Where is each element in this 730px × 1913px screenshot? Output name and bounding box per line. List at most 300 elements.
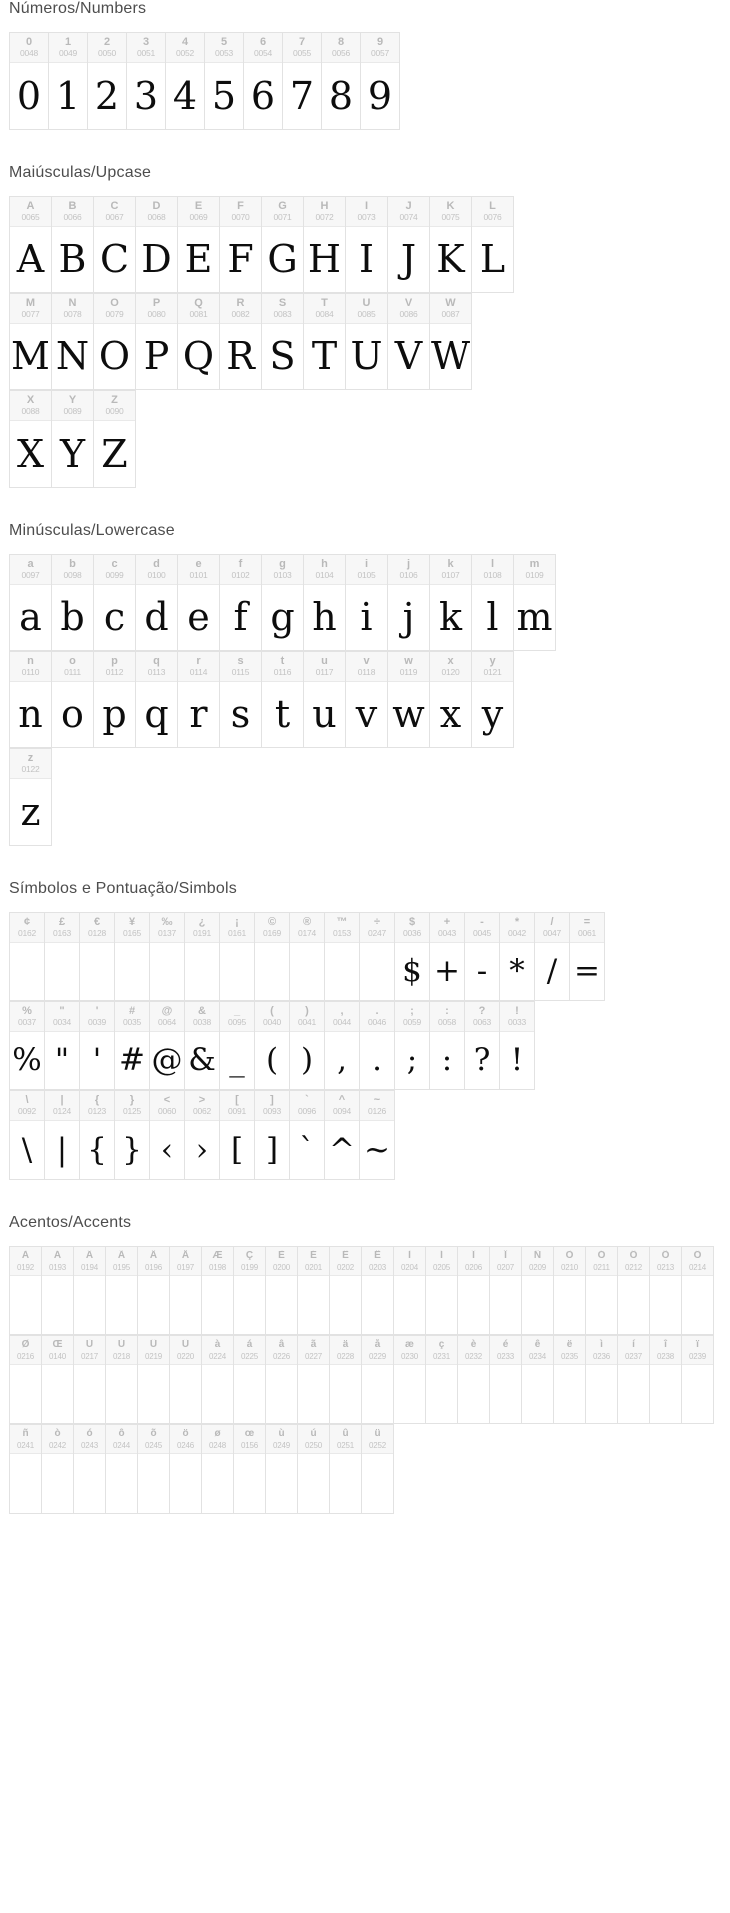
glyph-cell[interactable] [394, 1247, 426, 1335]
glyph-cell[interactable] [266, 1336, 298, 1424]
glyph-preview: a [19, 595, 42, 640]
glyph-cell-header [10, 1247, 41, 1276]
glyph-char-label: ã [310, 1339, 317, 1350]
glyph-cell[interactable] [262, 294, 304, 390]
glyph-char-label: ? [478, 1005, 486, 1017]
glyph-code-label: 0119 [399, 667, 418, 677]
glyph-char-label: è [470, 1339, 477, 1350]
glyph-cell[interactable] [10, 555, 52, 651]
glyph-cell[interactable] [362, 1425, 394, 1513]
glyph-cell[interactable] [330, 1425, 362, 1513]
glyph-code-label: 0202 [337, 1263, 354, 1272]
glyph-cell[interactable] [220, 294, 262, 390]
glyph-char-label: Ú [117, 1339, 126, 1350]
glyph-cell-header [290, 1002, 324, 1032]
glyph-cell[interactable] [490, 1247, 522, 1335]
glyph-cell[interactable] [465, 1002, 500, 1090]
glyph-code-label: 0096 [297, 1106, 317, 1116]
glyph-cell[interactable] [266, 1425, 298, 1513]
glyph-cell[interactable] [234, 1336, 266, 1424]
glyph-code-label: 0094 [332, 1106, 352, 1116]
glyph-cell[interactable] [127, 33, 166, 129]
glyph-cell[interactable] [554, 1336, 586, 1424]
glyph-cell[interactable] [115, 913, 150, 1001]
glyph-code-label: 0213 [657, 1263, 674, 1272]
glyph-cell[interactable] [330, 1247, 362, 1335]
glyph-cell[interactable] [170, 1425, 202, 1513]
glyph-cell[interactable] [52, 391, 94, 487]
glyph-cell-header [166, 33, 204, 63]
glyph-char-label: o [69, 655, 76, 667]
glyph-code-label: 0087 [441, 309, 460, 319]
glyph-code-label: 0056 [331, 48, 351, 58]
glyph-char-label: ä [342, 1339, 349, 1350]
glyph-cell[interactable] [42, 1425, 74, 1513]
glyph-cell-header [360, 1002, 394, 1032]
glyph-cell-header [360, 1091, 394, 1121]
glyph-cell[interactable] [80, 1091, 115, 1179]
glyph-cell-header [178, 294, 219, 324]
glyph-cell-header [202, 1425, 233, 1454]
glyph-cell-header [618, 1336, 649, 1365]
glyph-cell[interactable] [10, 913, 45, 1001]
glyph-preview [106, 1365, 137, 1423]
glyph-code-label: 0050 [97, 48, 117, 58]
glyph-code-label: 0192 [17, 1263, 34, 1272]
glyph-code-label: 0212 [625, 1263, 642, 1272]
glyph-char-label: Í [440, 1250, 443, 1261]
glyph-char-label: F [237, 200, 244, 212]
glyph-cell[interactable] [106, 1336, 138, 1424]
glyph-code-label: 0049 [58, 48, 78, 58]
glyph-cell[interactable] [650, 1336, 682, 1424]
glyph-cell[interactable] [586, 1336, 618, 1424]
glyph-cell[interactable] [10, 652, 52, 748]
glyph-cell[interactable] [500, 913, 535, 1001]
glyph-char-label: p [111, 655, 118, 667]
glyph-cell-header [178, 555, 219, 585]
glyph-preview [255, 943, 289, 1000]
glyph-char-label: ' [95, 1005, 99, 1017]
glyph-code-label: 0243 [81, 1441, 98, 1450]
glyph-cell[interactable] [52, 652, 94, 748]
glyph-cell[interactable] [362, 1247, 394, 1335]
glyph-code-label: 0238 [657, 1352, 674, 1361]
glyph-preview: ] [265, 1131, 279, 1168]
glyph-cell[interactable] [430, 197, 472, 293]
glyph-cell[interactable] [178, 555, 220, 651]
glyph-cell[interactable] [322, 33, 361, 129]
glyph-cell[interactable] [304, 294, 346, 390]
glyph-code-label: 0038 [192, 1017, 212, 1027]
glyph-cell[interactable] [178, 197, 220, 293]
glyph-cell[interactable] [360, 1002, 395, 1090]
glyph-char-label: L [489, 200, 496, 212]
glyph-cell[interactable] [554, 1247, 586, 1335]
glyph-cell[interactable] [45, 1002, 80, 1090]
glyph-cell[interactable] [74, 1336, 106, 1424]
glyph-cell[interactable] [458, 1247, 490, 1335]
glyph-code-label: 0241 [17, 1441, 34, 1450]
glyph-cell[interactable] [220, 1002, 255, 1090]
glyph-cell[interactable] [220, 1091, 255, 1179]
glyph-cell[interactable] [10, 749, 52, 845]
glyph-cell[interactable] [80, 1002, 115, 1090]
glyph-code-label: 0051 [136, 48, 156, 58]
glyph-cell[interactable] [178, 294, 220, 390]
glyph-char-label: s [237, 655, 244, 667]
glyph-cell[interactable] [472, 197, 514, 293]
glyph-cell[interactable] [49, 33, 88, 129]
glyph-cell[interactable] [94, 294, 136, 390]
glyph-cell[interactable] [298, 1336, 330, 1424]
glyph-code-label: 0219 [145, 1352, 162, 1361]
glyph-cell-header [535, 913, 569, 943]
glyph-cell[interactable] [42, 1247, 74, 1335]
glyph-code-label: 0235 [561, 1352, 578, 1361]
glyph-cell[interactable] [185, 913, 220, 1001]
glyph-preview: H [307, 237, 342, 282]
glyph-cell[interactable] [570, 913, 605, 1001]
glyph-code-label: 0191 [192, 928, 212, 938]
glyph-cell[interactable] [430, 652, 472, 748]
glyph-cell[interactable] [290, 1002, 325, 1090]
glyph-cell[interactable] [360, 913, 395, 1001]
glyph-char-label: Ñ [533, 1250, 542, 1261]
glyph-cell[interactable] [234, 1425, 266, 1513]
glyph-cell[interactable] [255, 1002, 290, 1090]
glyph-code-label: 0058 [437, 1017, 457, 1027]
glyph-char-label: } [129, 1094, 135, 1106]
glyph-cell[interactable] [166, 33, 205, 129]
glyph-cell[interactable] [45, 913, 80, 1001]
glyph-preview: V [394, 334, 423, 379]
glyph-cell[interactable] [388, 652, 430, 748]
glyph-cell[interactable] [220, 555, 262, 651]
glyph-cell[interactable] [346, 197, 388, 293]
glyph-code-label: 0095 [227, 1017, 247, 1027]
glyph-cell[interactable] [394, 1336, 426, 1424]
glyph-cell[interactable] [138, 1425, 170, 1513]
glyph-cell[interactable] [388, 294, 430, 390]
glyph-cell[interactable] [106, 1247, 138, 1335]
glyph-cell[interactable] [45, 1091, 80, 1179]
glyph-code-label: 0112 [105, 667, 124, 677]
glyph-preview [10, 943, 44, 1000]
glyph-char-label: < [163, 1094, 171, 1106]
glyph-cell[interactable] [178, 652, 220, 748]
glyph-cell[interactable] [202, 1425, 234, 1513]
glyph-code-label: 0072 [315, 212, 334, 222]
glyph-cell[interactable] [682, 1336, 714, 1424]
glyph-char-label: g [279, 558, 286, 570]
glyph-preview: p [102, 692, 127, 737]
glyph-cell[interactable] [220, 652, 262, 748]
glyph-code-label: 0200 [273, 1263, 290, 1272]
glyph-cell[interactable] [138, 1247, 170, 1335]
glyph-cell[interactable] [94, 555, 136, 651]
glyph-cell[interactable] [465, 913, 500, 1001]
glyph-cell[interactable] [266, 1247, 298, 1335]
glyph-cell[interactable] [472, 555, 514, 651]
glyph-cell[interactable] [388, 197, 430, 293]
glyph-cell[interactable] [74, 1425, 106, 1513]
glyph-cell[interactable] [74, 1247, 106, 1335]
glyph-cell-header [45, 1002, 79, 1032]
glyph-char-label: U [362, 297, 371, 309]
glyph-code-label: 0089 [63, 406, 82, 416]
glyph-cell[interactable] [430, 1002, 465, 1090]
glyph-cell[interactable] [88, 33, 127, 129]
glyph-cell[interactable] [535, 913, 570, 1001]
glyph-cell[interactable] [202, 1336, 234, 1424]
glyph-cell-header [255, 1002, 289, 1032]
glyph-cell[interactable] [298, 1247, 330, 1335]
glyph-code-label: 0237 [625, 1352, 642, 1361]
glyph-cell[interactable] [136, 197, 178, 293]
glyph-cell[interactable] [522, 1247, 554, 1335]
glyph-code-label: 0033 [507, 1017, 527, 1027]
glyph-cell[interactable] [185, 1002, 220, 1090]
glyph-cell[interactable] [136, 555, 178, 651]
glyph-cell-header [106, 1247, 137, 1276]
glyph-cell[interactable] [10, 1336, 42, 1424]
glyph-code-label: 0054 [253, 48, 273, 58]
glyph-cell[interactable] [255, 1091, 290, 1179]
glyph-cell[interactable] [430, 555, 472, 651]
glyph-cell-header [244, 33, 282, 63]
glyph-cell[interactable] [395, 1002, 430, 1090]
glyph-preview [458, 1365, 489, 1423]
glyph-preview: h [312, 595, 337, 640]
glyph-cell[interactable] [115, 1091, 150, 1179]
glyph-cell[interactable] [220, 197, 262, 293]
glyph-cell[interactable] [262, 652, 304, 748]
glyph-cell-header [346, 294, 387, 324]
glyph-cell[interactable] [202, 1247, 234, 1335]
glyph-cell[interactable] [10, 1091, 45, 1179]
glyph-cell-header [138, 1336, 169, 1365]
glyph-cell[interactable] [458, 1336, 490, 1424]
glyph-preview: _ [229, 1042, 245, 1079]
glyph-cell-header [388, 294, 429, 324]
glyph-char-label: z [27, 752, 34, 764]
glyph-cell-header [150, 1091, 184, 1121]
glyph-cell-header [362, 1247, 393, 1276]
glyph-char-label: ~ [373, 1094, 381, 1106]
glyph-preview [586, 1365, 617, 1423]
glyph-cell[interactable] [618, 1336, 650, 1424]
glyph-cell-header [10, 1425, 41, 1454]
glyph-cell[interactable] [298, 1425, 330, 1513]
glyph-char-label: i [364, 558, 369, 570]
glyph-row [9, 554, 556, 651]
glyph-cell[interactable] [346, 555, 388, 651]
glyph-cell[interactable] [115, 1002, 150, 1090]
glyph-preview: ‹ [160, 1131, 174, 1168]
glyph-code-label: 0211 [593, 1263, 610, 1272]
glyph-cell[interactable] [220, 913, 255, 1001]
glyph-char-label: à [214, 1339, 221, 1350]
glyph-cell[interactable] [361, 33, 400, 129]
glyph-char-label: € [93, 916, 101, 928]
glyph-cell[interactable] [472, 652, 514, 748]
glyph-cell[interactable] [514, 555, 556, 651]
glyph-cell[interactable] [52, 294, 94, 390]
glyph-preview [74, 1365, 105, 1423]
glyph-char-label: : [445, 1005, 449, 1017]
glyph-preview [330, 1276, 361, 1334]
glyph-cell[interactable] [136, 652, 178, 748]
glyph-preview: ` [299, 1131, 315, 1168]
glyph-cell[interactable] [330, 1336, 362, 1424]
glyph-char-label: C [110, 200, 119, 212]
glyph-char-label: Æ [212, 1250, 223, 1261]
glyph-char-label: Ä [149, 1250, 158, 1261]
glyph-code-label: 0109 [525, 570, 544, 580]
glyph-code-label: 0123 [87, 1106, 107, 1116]
glyph-char-label: Â [85, 1250, 94, 1261]
glyph-code-label: 0090 [105, 406, 124, 416]
glyph-preview: g [270, 595, 295, 640]
glyph-preview: 3 [133, 73, 159, 118]
glyph-cell[interactable] [325, 913, 360, 1001]
glyph-cell[interactable] [205, 33, 244, 129]
glyph-code-label: 0118 [357, 667, 376, 677]
glyph-cell[interactable] [150, 913, 185, 1001]
glyph-cell[interactable] [426, 1247, 458, 1335]
glyph-cell-header [52, 555, 93, 585]
glyph-cell-header [115, 1002, 149, 1032]
glyph-preview: - [476, 953, 488, 990]
glyph-cell[interactable] [234, 1247, 266, 1335]
glyph-cell[interactable] [94, 391, 136, 487]
glyph-cell[interactable] [290, 1091, 325, 1179]
glyph-cell[interactable] [10, 294, 52, 390]
glyph-cell[interactable] [430, 294, 472, 390]
glyph-char-label: Ì [408, 1250, 411, 1261]
glyph-cell-header [94, 391, 135, 421]
glyph-code-label: 0246 [177, 1441, 194, 1450]
glyph-preview: v [355, 692, 378, 737]
glyph-code-label: 0110 [21, 667, 40, 677]
glyph-cell[interactable] [325, 1002, 360, 1090]
glyph-char-label: l [490, 558, 495, 570]
glyph-char-label: Y [68, 394, 77, 406]
glyph-code-label: 0195 [113, 1263, 130, 1272]
glyph-cell-header [430, 197, 471, 227]
glyph-cell[interactable] [283, 33, 322, 129]
glyph-preview: k [438, 595, 463, 640]
glyph-cell-header [430, 1002, 464, 1032]
glyph-cell-header [178, 197, 219, 227]
glyph-code-label: 0220 [177, 1352, 194, 1361]
glyph-cell[interactable] [136, 294, 178, 390]
glyph-code-label: 0088 [21, 406, 40, 416]
glyph-cell[interactable] [426, 1336, 458, 1424]
glyph-char-label: * [514, 916, 520, 928]
glyph-cell-header [394, 1336, 425, 1365]
glyph-cell[interactable] [325, 1091, 360, 1179]
glyph-cell[interactable] [395, 913, 430, 1001]
glyph-cell-header [106, 1336, 137, 1365]
glyph-cell[interactable] [244, 33, 283, 129]
glyph-cell[interactable] [150, 1002, 185, 1090]
glyph-code-label: 0174 [297, 928, 317, 938]
glyph-cell[interactable] [170, 1247, 202, 1335]
glyph-cell[interactable] [430, 913, 465, 1001]
glyph-cell[interactable] [586, 1247, 618, 1335]
glyph-cell[interactable] [650, 1247, 682, 1335]
glyph-cell[interactable] [262, 197, 304, 293]
glyph-code-label: 0121 [483, 667, 502, 677]
glyph-cell[interactable] [500, 1002, 535, 1090]
glyph-cell[interactable] [290, 913, 325, 1001]
glyph-cell-header [586, 1247, 617, 1276]
glyph-char-label: G [278, 200, 287, 212]
glyph-cell[interactable] [304, 197, 346, 293]
glyph-cell[interactable] [304, 652, 346, 748]
glyph-char-label: á [246, 1339, 253, 1350]
glyph-cell[interactable] [10, 391, 52, 487]
glyph-cell[interactable] [106, 1425, 138, 1513]
glyph-preview [80, 943, 114, 1000]
glyph-code-label: 0086 [399, 309, 418, 319]
glyph-cell[interactable] [262, 555, 304, 651]
glyph-cell[interactable] [346, 294, 388, 390]
glyph-cell[interactable] [522, 1336, 554, 1424]
glyph-char-label: t [280, 655, 285, 667]
glyph-cell[interactable] [360, 1091, 395, 1179]
glyph-char-label: Ø [21, 1339, 30, 1350]
glyph-cell[interactable] [150, 1091, 185, 1179]
glyph-cell[interactable] [346, 652, 388, 748]
glyph-preview: i [360, 595, 373, 640]
glyph-cell[interactable] [80, 913, 115, 1001]
glyph-cell[interactable] [138, 1336, 170, 1424]
glyph-cell[interactable] [682, 1247, 714, 1335]
glyph-cell[interactable] [10, 1425, 42, 1513]
glyph-cell[interactable] [10, 1247, 42, 1335]
glyph-cell[interactable] [304, 555, 346, 651]
glyph-cell[interactable] [10, 1002, 45, 1090]
glyph-char-label: ¥ [128, 916, 136, 928]
glyph-cell[interactable] [10, 33, 49, 129]
glyph-cell[interactable] [255, 913, 290, 1001]
glyph-cell-header [430, 555, 471, 585]
glyph-cell-header [395, 913, 429, 943]
glyph-cell[interactable] [10, 197, 52, 293]
glyph-cell[interactable] [388, 555, 430, 651]
glyph-cell-header [234, 1336, 265, 1365]
glyph-cell[interactable] [52, 555, 94, 651]
glyph-cell-header [570, 913, 604, 943]
glyph-cell[interactable] [94, 652, 136, 748]
glyph-cell[interactable] [52, 197, 94, 293]
glyph-cell[interactable] [170, 1336, 202, 1424]
glyph-cell[interactable] [42, 1336, 74, 1424]
glyph-cell[interactable] [618, 1247, 650, 1335]
glyph-preview [138, 1276, 169, 1334]
glyph-cell-header [554, 1336, 585, 1365]
glyph-cell[interactable] [490, 1336, 522, 1424]
glyph-cell[interactable] [185, 1091, 220, 1179]
glyph-cell[interactable] [362, 1336, 394, 1424]
glyph-code-label: 0068 [147, 212, 166, 222]
glyph-char-label: x [447, 655, 454, 667]
glyph-cell[interactable] [94, 197, 136, 293]
glyph-cell-header [178, 652, 219, 682]
